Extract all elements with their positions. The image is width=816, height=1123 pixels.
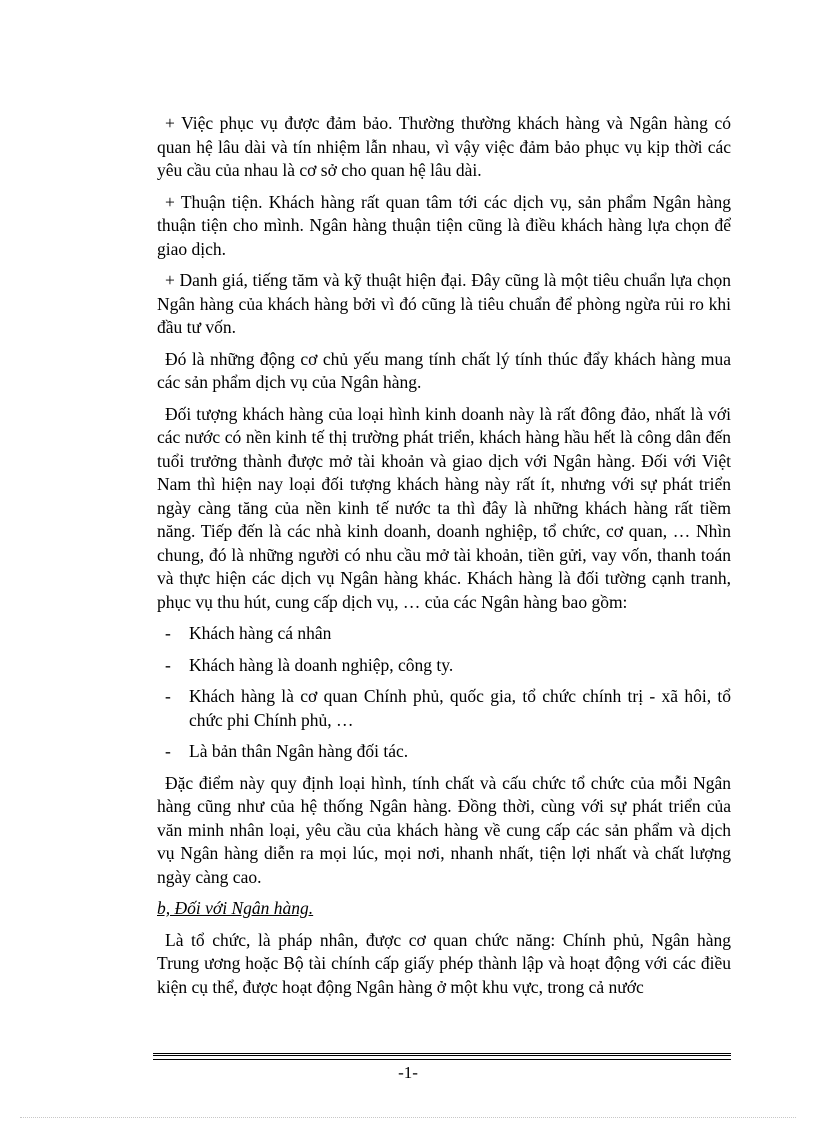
customer-type-list — [157, 622, 731, 764]
page-bottom-border — [20, 1117, 796, 1118]
list-bullet: - — [165, 654, 171, 675]
list-item — [157, 654, 731, 678]
list-item — [157, 685, 731, 732]
paragraph-reputation: + Danh giá, tiếng tăm và kỹ thuật hiện đại. Đây cũng là một tiêu chuẩn lựa chọn Ngân hàng của khách hàng bởi vì đó cũng là tiêu chuẩn để phòng ngừa rủi ro khi đầu tư vốn. — [157, 270, 731, 337]
document-body — [157, 112, 731, 1007]
list-bullet: - — [165, 623, 171, 643]
list-item — [157, 740, 731, 764]
paragraph-customer-targets: Đối tượng khách hàng của loại hình kinh doanh này là rất đông đảo, nhất là với các nước có nền kinh tế thị trường phát triển, khách hàng hầu hết là công dân đến tuổi trưởng thành được mở tài khoản và giao dịch với Ngân hàng. Đối với Việt Nam thì hiện nay loại đối tượng khách hàng này rất ít, nhưng với sự phát triển ngày càng tăng của nền kinh tế nước ta thì đây là những khách hàng rất tiềm năng. Tiếp đến là các nhà kinh doanh, doanh nghiệp, tổ chức, cơ quan, … Nhìn chung, đó là những người có nhu cầu mở tài khoản, tiền gửi, vay vốn, thanh toán và thực hiện các dịch vụ Ngân hàng khác. Khách hàng là đối tường cạnh tranh, phục vụ thu hút, cung cấp dịch vụ, … của các Ngân hàng bao gồm: — [157, 403, 731, 612]
list-item-text: Khách hàng là doanh nghiệp, công ty. — [189, 654, 454, 675]
paragraph-bank-definition: Là tổ chức, là pháp nhân, được cơ quan chức năng: Chính phủ, Ngân hàng Trung ương hoặc Bộ tài chính cấp giấy phép thành lập và hoạt động với các điều kiện cụ thể, được hoạt động Ngân hàng ở một khu vực, trong cả nước — [157, 929, 731, 997]
footer-rule-thin — [153, 1059, 731, 1060]
list-item-text: Khách hàng là cơ quan Chính phủ, quốc gia, tổ chức chính trị - xã hôi, tổ chức phi Chính phủ, … — [189, 686, 731, 730]
paragraph-motives: Đó là những động cơ chủ yếu mang tính chất lý tính thúc đẩy khách hàng mua các sản phẩm dịch vụ của Ngân hàng. — [157, 348, 731, 392]
list-item — [157, 622, 731, 646]
paragraph-service-assurance: + Việc phục vụ được đảm bảo. Thường thường khách hàng và Ngân hàng có quan hệ lâu dài và tín nhiệm lẫn nhau, vì vậy việc đảm bảo phục vụ kịp thời các yêu cầu của nhau là cơ sở cho quan hệ lâu dài. — [157, 113, 731, 180]
page-number-text: -1- — [398, 1063, 418, 1082]
paragraph-characteristics: Đặc điểm này quy định loại hình, tính chất và cấu chức tổ chức của mỗi Ngân hàng cũng như của hệ thống Ngân hàng. Đồng thời, cùng với sự phát triển của văn minh nhân loại, yêu cầu của khách hàng về cung cấp các sản phẩm và dịch vụ Ngân hàng diễn ra mọi lúc, mọi nơi, nhanh nhất, tiện lợi nhất và chất lượng ngày càng cao. — [157, 772, 731, 887]
list-item-text: Là bản thân Ngân hàng đối tác. — [189, 741, 409, 761]
section-heading-bank: b, Đối với Ngân hàng. — [157, 898, 314, 918]
paragraph-convenience: + Thuận tiện. Khách hàng rất quan tâm tới các dịch vụ, sản phẩm Ngân hàng thuận tiện cho mình. Ngân hàng thuận tiện cũng là điều khách hàng lựa chọn để giao dịch. — [157, 191, 731, 259]
list-item-text: Khách hàng cá nhân — [189, 623, 332, 643]
list-bullet: - — [165, 686, 171, 706]
page-number — [0, 1061, 816, 1085]
list-bullet: - — [165, 741, 171, 761]
footer-rule — [153, 1053, 731, 1056]
